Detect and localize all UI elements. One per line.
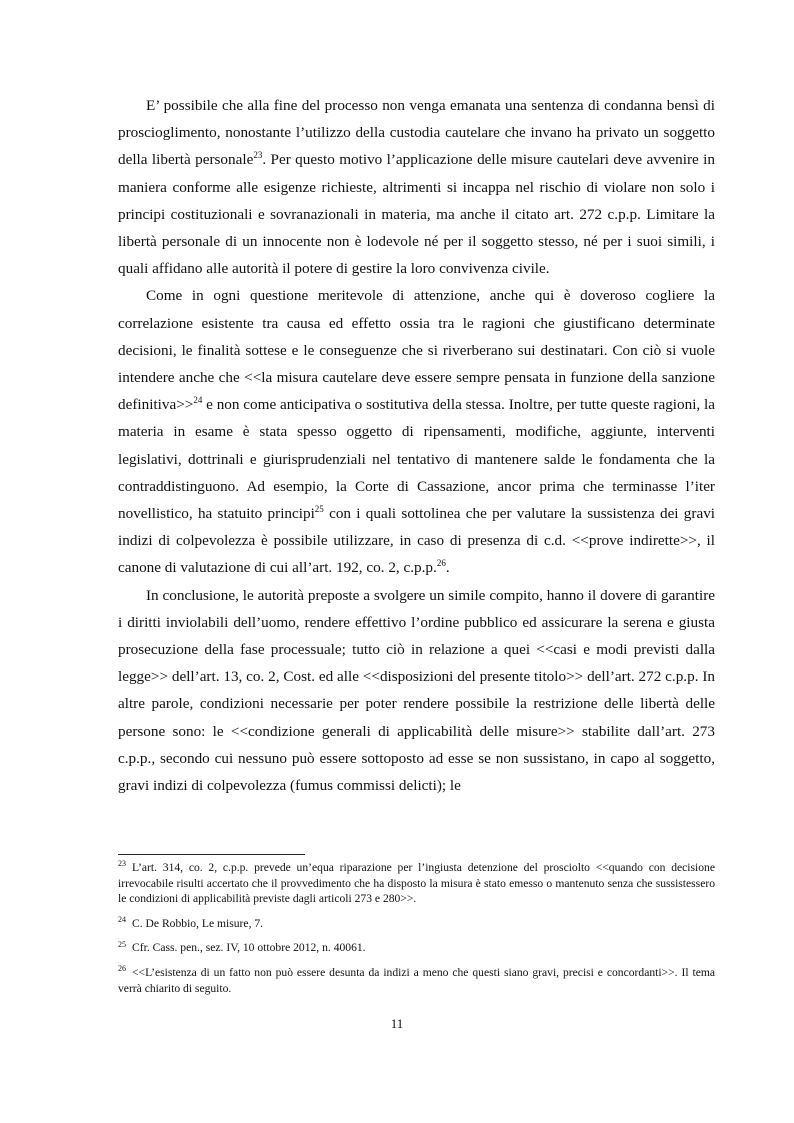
paragraph-2-text: Come in ogni questione meritevole di attenzione, anche qui è doveroso cogliere la correlazione esistente tra causa ed effetto ossia tra le ragioni che giustificano determinate decisioni, le finalità sottese e le conseguenze che si riverberano sui destinatari. Con ciò si vuole intendere anche che <<la misura cautelare deve essere sempre pensata in funzione della sanzione definitiva>>	[118, 287, 715, 414]
footnotes	[118, 860, 715, 1005]
paragraph-3-text: In conclusione, le autorità preposte a svolgere un simile compito, hanno il dovere di garantire i diritti inviolabili dell’uomo, rendere effettivo l’ordine pubblico ed assicurare la serena e giusta prosecuzione della fase processuale; tutto ciò in relazione a quei <<casi e modi previsti dalla legge>> dell’art. 13, co. 2, Cost. ed alle <<disposizioni del presente titolo>> dell’art. 272 c.p.p. In altre parole, condizioni necessarie per poter rendere possibile la restrizione delle libertà delle persone sono: le <<condizione generali di applicabilità delle misure>> stabilite dall’art. 273 c.p.p., secondo cui nessuno può essere sottoposto ad esse se non sussistano, in capo al soggetto, gravi indizi di colpevolezza (fumus commissi delicti); le	[118, 586, 715, 795]
footnote-text: C. De Robbio, Le misure, 7.	[132, 916, 264, 930]
footnote-ref-25: 25	[314, 503, 324, 514]
page-number: 11	[390, 1016, 404, 1031]
footnote-text: Cfr. Cass. pen., sez. IV, 10 ottobre 2012, n. 40061.	[132, 941, 366, 955]
footnote-number: 26	[118, 964, 126, 974]
paragraph-1-text-cont: . Per questo motivo l’applicazione delle misure cautelari deve avvenire in maniera conforme alle esigenze richieste, altrimenti si incappa nel rischio di violare non solo i principi costituzionali e sovranazionali in materia, ma anche il citato art. 272 c.p.p. Limitare la libertà personale di un innocente non è lodevole né per il soggetto stesso, né per i suoi simili, i quali affidano alle autorità il potere di gestire la loro convivenza civile.	[118, 151, 715, 278]
paragraph-1-text: E’ possibile che alla fine del processo non venga emanata una sentenza di condanna bensì di proscioglimento, nonostante l’utilizzo della custodia cautelare che invano ha privato un soggetto della libertà personale	[118, 97, 715, 169]
footnote-23	[118, 860, 715, 907]
paragraph-2-text-cont2: con i quali sottolinea che per valutare la sussistenza dei gravi indizi di colpevolezza è possibile utilizzare, in caso di presenza di c.d. <<prove indirette>>, il canone di valutazione di cui all’art. 192, co. 2, c.p.p.	[118, 505, 716, 577]
footnote-separator	[118, 854, 305, 855]
footnote-text: <<L’esistenza di un fatto non può essere desunta da indizi a meno che questi siano gravi, precisi e concordanti>>. Il tema verrà chiarito di seguito.	[118, 965, 715, 995]
body-text	[118, 92, 715, 799]
paragraph-1	[118, 92, 715, 282]
footnote-text: L’art. 314, co. 2, c.p.p. prevede un’equa riparazione per l’ingiusta detenzione del prosciolto <<quando con decisione irrevocabile risulti accertato che il provvedimento che ha disposto la misura è stato emesso o mantenuto senza che sussistessero le condizioni di applicabilità previste dagli articoli 273 e 280>>.	[118, 861, 715, 906]
footnote-number: 25	[118, 939, 126, 949]
footnote-ref-24: 24	[193, 395, 203, 406]
footnote-26	[118, 965, 715, 996]
footnote-ref-26: 26	[436, 558, 446, 569]
footnote-number: 24	[118, 914, 126, 924]
footnote-number: 23	[118, 859, 126, 869]
paragraph-2-text-cont: e non come anticipativa o sostitutiva della stessa. Inoltre, per tutte queste ragioni, la materia in esame è stata spesso oggetto di ripensamenti, modifiche, aggiunte, interventi legislativi, dottrinali e giurisprudenziali nel tentativo di mantenere salde le fondamenta che la contraddistinguono. Ad esempio, la Corte di Cassazione, ancor prima che terminasse l’iter novellistico, ha statuito principi	[118, 396, 715, 523]
paragraph-3	[118, 582, 715, 800]
footnote-ref-23: 23	[253, 150, 263, 161]
paragraph-2	[118, 282, 715, 581]
footnote-25	[118, 940, 715, 956]
paragraph-2-text-end: .	[445, 559, 450, 577]
footnote-24	[118, 916, 715, 932]
